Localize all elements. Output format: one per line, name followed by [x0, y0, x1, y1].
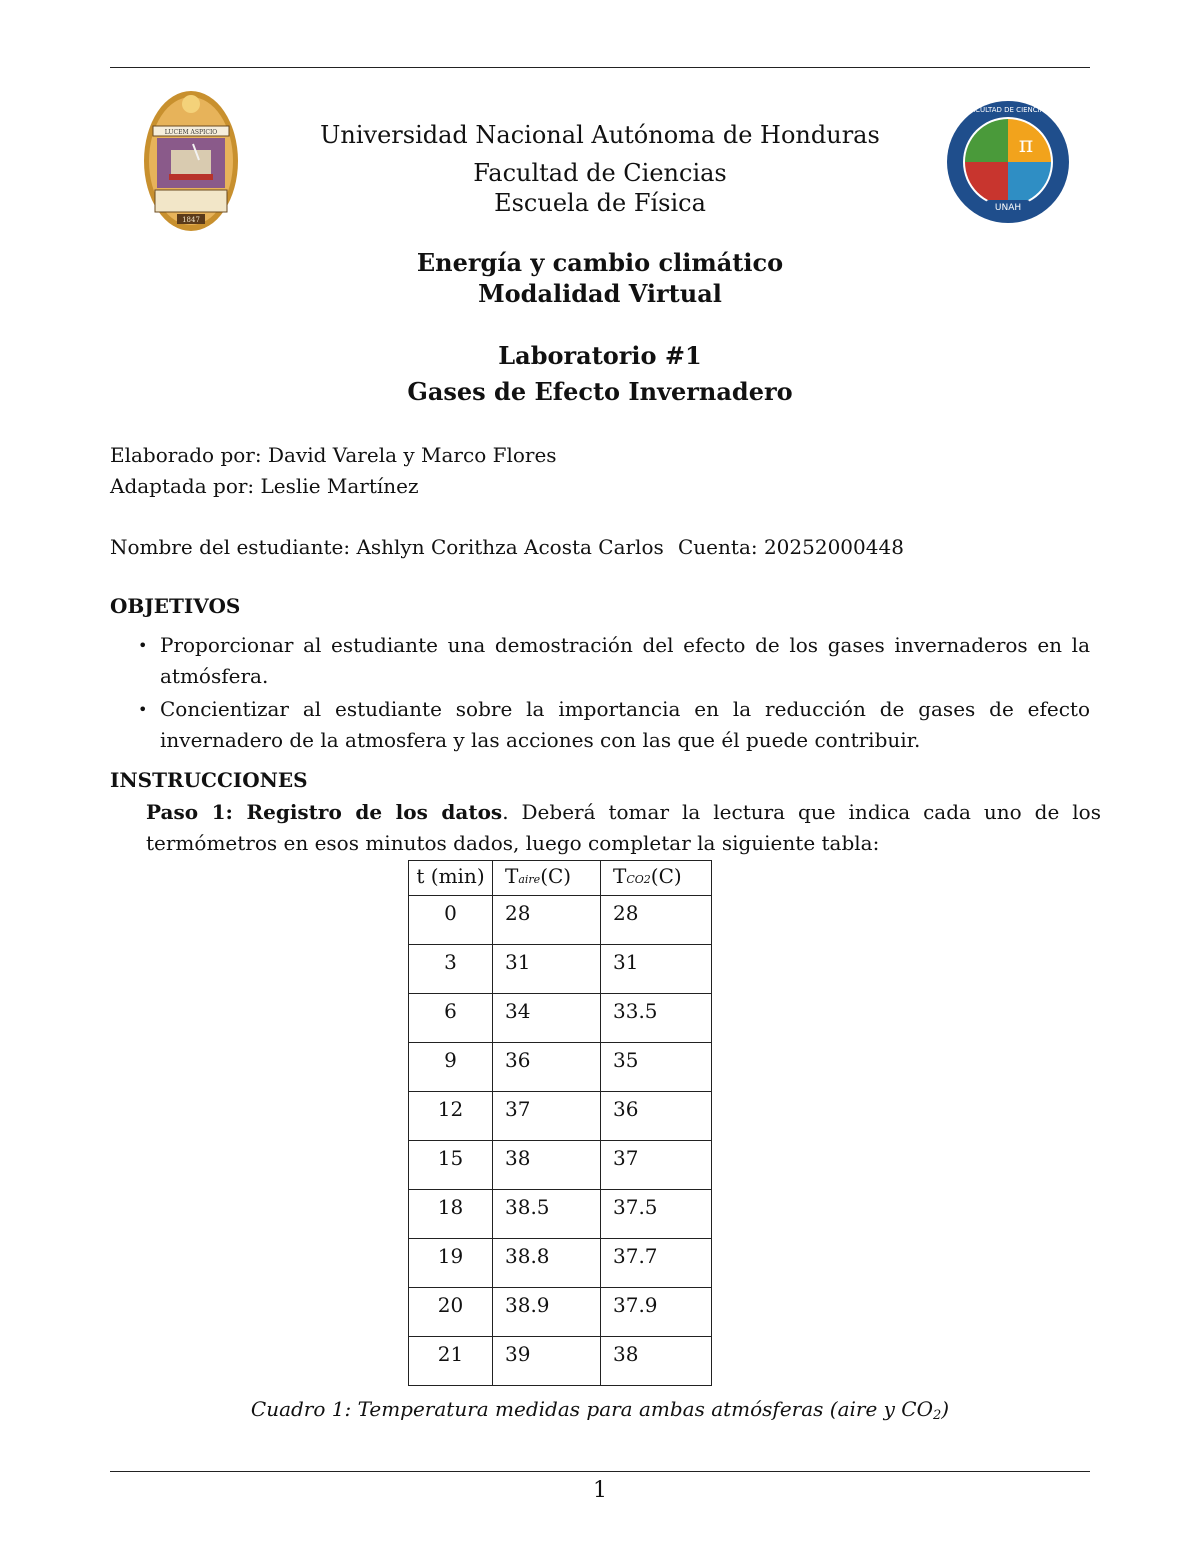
course-name: Energía y cambio climático	[416, 248, 784, 277]
unah-label: UNAH	[994, 203, 1022, 213]
instructions-heading: INSTRUCCIONES	[110, 768, 308, 792]
cell-t-aire: 38.5	[493, 1190, 601, 1239]
objective-item: • Proporcionar al estudiante una demostración del efecto de los gases invernaderos en la atmósfera.	[160, 630, 1090, 692]
table-row	[409, 1288, 712, 1337]
cell-time: 20	[409, 1288, 493, 1337]
cell-t-co2: 37.7	[601, 1239, 712, 1288]
cell-t-aire: 36	[493, 1043, 601, 1092]
table-row	[409, 945, 712, 994]
table-header-row	[409, 861, 712, 896]
page-number: 1	[593, 1478, 607, 1503]
course-mode: Modalidad Virtual	[478, 279, 722, 308]
university-name: Universidad Nacional Autónoma de Honduras	[320, 121, 880, 149]
cell-t-aire: 38	[493, 1141, 601, 1190]
step-1-paragraph	[146, 797, 1101, 859]
cell-time: 19	[409, 1239, 493, 1288]
faculty-ring-text: FACULTAD DE CIENCIAS	[967, 106, 1049, 114]
table-row	[409, 1043, 712, 1092]
cell-time: 12	[409, 1092, 493, 1141]
table-row	[409, 1239, 712, 1288]
cell-t-aire: 38.9	[493, 1288, 601, 1337]
crest-motto: LUCEM ASPICIO	[164, 129, 218, 136]
adaptada-line: Adaptada por: Leslie Martínez	[110, 474, 419, 498]
lab-title: Gases de Efecto Invernadero	[407, 377, 793, 406]
school-name: Escuela de Física	[494, 189, 706, 217]
cell-t-co2: 28	[601, 896, 712, 945]
cell-t-co2: 37.9	[601, 1288, 712, 1337]
header-rule	[110, 67, 1090, 68]
cell-t-co2: 33.5	[601, 994, 712, 1043]
cell-t-aire: 38.8	[493, 1239, 601, 1288]
header-t-aire: Taire(C)	[493, 861, 601, 896]
cell-t-co2: 36	[601, 1092, 712, 1141]
table-row	[409, 1092, 712, 1141]
cell-time: 3	[409, 945, 493, 994]
cell-t-aire: 34	[493, 994, 601, 1043]
objectives-heading: OBJETIVOS	[110, 594, 241, 618]
cell-time: 21	[409, 1337, 493, 1386]
student-name-line: Nombre del estudiante: Ashlyn Corithza Acosta Carlos	[110, 535, 664, 559]
step-1-label: Paso 1: Registro de los datos	[146, 800, 503, 824]
step-1-text: . Deberá tomar la lectura que indica cada uno de los termómetros en esos minutos dados, luego completar la siguiente tabla:	[146, 800, 1101, 855]
cell-t-co2: 38	[601, 1337, 712, 1386]
pi-symbol: π	[1018, 133, 1034, 158]
cell-t-aire: 37	[493, 1092, 601, 1141]
table-row	[409, 1190, 712, 1239]
elaborado-line: Elaborado por: David Varela y Marco Flores	[110, 443, 557, 467]
table-row	[409, 994, 712, 1043]
cell-t-aire: 31	[493, 945, 601, 994]
table-row	[409, 1141, 712, 1190]
cell-time: 6	[409, 994, 493, 1043]
footer-rule	[110, 1471, 1090, 1472]
cell-t-co2: 35	[601, 1043, 712, 1092]
header-time: t (min)	[409, 861, 493, 896]
cell-t-aire: 39	[493, 1337, 601, 1386]
temperature-table	[408, 860, 712, 1386]
lab-number: Laboratorio #1	[498, 341, 702, 370]
cell-t-co2: 31	[601, 945, 712, 994]
cell-time: 18	[409, 1190, 493, 1239]
table-caption: Cuadro 1: Temperatura medidas para ambas atmósferas (aire y $CO_2$)	[250, 1397, 950, 1423]
objective-item: • Concientizar al estudiante sobre la importancia en la reducción de gases de efecto invernadero de la atmosfera y las acciones con las que él puede contribuir.	[160, 694, 1090, 756]
cell-t-aire: 28	[493, 896, 601, 945]
cell-time: 9	[409, 1043, 493, 1092]
table-row	[409, 1337, 712, 1386]
account-number: Cuenta: 20252000448	[678, 535, 904, 559]
cell-t-co2: 37.5	[601, 1190, 712, 1239]
table-row	[409, 896, 712, 945]
cell-time: 0	[409, 896, 493, 945]
header-t-co2: TCO2(C)	[601, 861, 712, 896]
faculty-name: Facultad de Ciencias	[473, 159, 727, 187]
cell-t-co2: 37	[601, 1141, 712, 1190]
crest-year: 1847	[182, 216, 200, 224]
cell-time: 15	[409, 1141, 493, 1190]
